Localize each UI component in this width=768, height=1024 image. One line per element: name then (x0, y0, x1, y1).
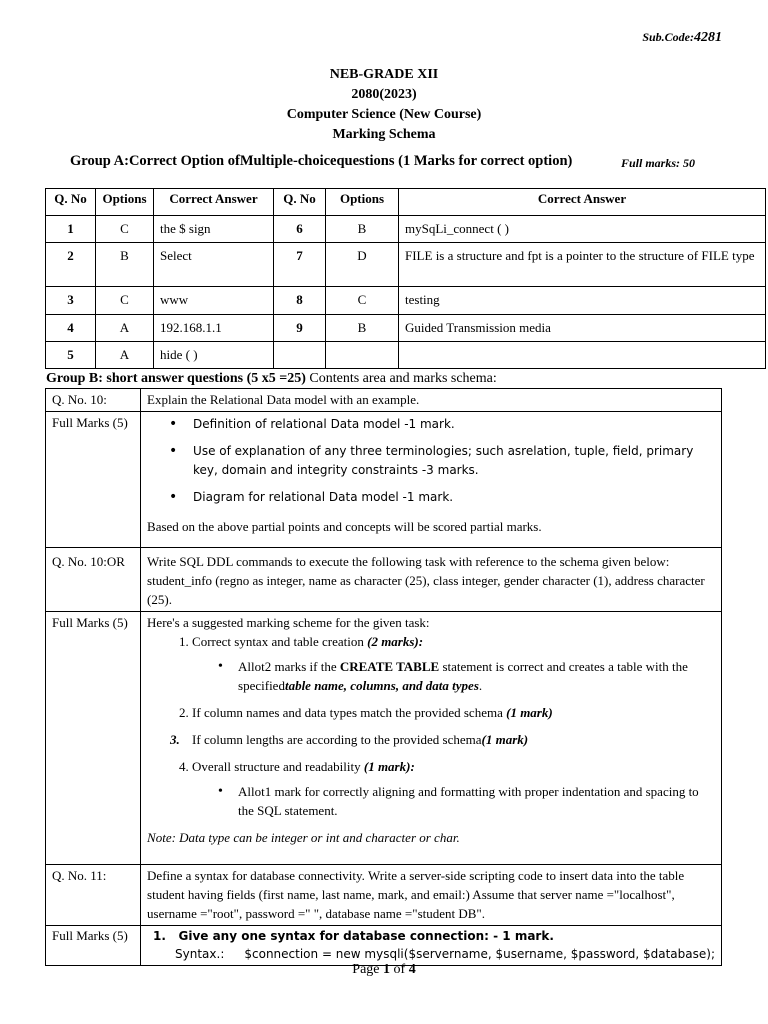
table-row (46, 243, 766, 287)
correct-answer: www (154, 287, 274, 315)
scheme-intro: Here's a suggested marking scheme for the given task: (147, 615, 430, 630)
table-row (46, 287, 766, 315)
question-number: 6 (274, 216, 326, 243)
heading-line-2: 2080(2023) (351, 87, 417, 102)
marking-scheme (141, 612, 722, 865)
option: A (96, 315, 154, 342)
marks-label: Full Marks (5) (46, 612, 141, 865)
question-number: 4 (46, 315, 96, 342)
option: B (326, 315, 399, 342)
group-b-marking-table (45, 388, 722, 966)
scheme-step: 1. Correct syntax and table creation (2 marks): • Allot2 marks if the CREATE TABLE statement is correct and creates a table with the specifiedtable name, columns, and data types. (192, 632, 715, 695)
question-number: 7 (274, 243, 326, 287)
page-number: Page 1 of 4 (352, 962, 416, 977)
column-header: Options (326, 189, 399, 216)
option (326, 342, 399, 369)
correct-answer: 192.168.1.1 (154, 315, 274, 342)
correct-answer: testing (399, 287, 766, 315)
question-number: 1 (46, 216, 96, 243)
correct-answer (399, 342, 766, 369)
heading-line-3: Computer Science (New Course) (286, 107, 482, 122)
option: A (96, 342, 154, 369)
marks-label: Full Marks (5) (46, 926, 141, 966)
table-row (46, 412, 722, 548)
syntax-item: 1. Give any one syntax for database connection: - 1 mark. (153, 929, 554, 943)
column-header: Correct Answer (154, 189, 274, 216)
question-number: 5 (46, 342, 96, 369)
question-text: Define a syntax for database connectivity. Write a server-side scripting code to insert data into the table student having fields (first name, last name, mark, and email:) Assume that server name ="localhost", username ="root", password =" ", database name ="student DB". (141, 865, 722, 926)
column-header: Options (96, 189, 154, 216)
marking-point: • Use of explanation of any three terminologies; such asrelation, tuple, field, primary key, domain and integrity constraints -3 marks. (193, 442, 715, 480)
scheme-step: 3. If column lengths are according to the provided schema(1 mark) (170, 732, 529, 747)
option: C (96, 287, 154, 315)
column-header: Q. No (274, 189, 326, 216)
heading-line-1: NEB-GRADE XII (329, 67, 439, 82)
scheme-step: 2. If column names and data types match the provided schema (1 mark) (192, 703, 715, 722)
sub-code-value: 4281 (694, 30, 722, 45)
question-text: Write SQL DDL commands to execute the following task with reference to the schema given below: student_info (regno as integer, name as character (25), class integer, gender character (1), address character (25). (141, 548, 722, 612)
correct-answer: hide ( ) (154, 342, 274, 369)
group-a-title: Group A:Correct Option ofMultiple-choicequestions (1 Marks for correct option) (70, 153, 573, 169)
table-row (46, 865, 722, 926)
document-heading (0, 65, 768, 145)
sub-code: Sub.Code:4281 (642, 30, 722, 45)
table-row (46, 342, 766, 369)
column-header: Q. No (46, 189, 96, 216)
marks-label: Full Marks (5) (46, 412, 141, 548)
question-label: Q. No. 10:OR (46, 548, 141, 612)
question-number: 2 (46, 243, 96, 287)
table-row (46, 612, 722, 865)
question-number (274, 342, 326, 369)
marking-point: • Diagram for relational Data model -1 mark. (193, 488, 715, 507)
scheme-sub-point: • Allot2 marks if the CREATE TABLE statement is correct and creates a table with the specifiedtable name, columns, and data types. (238, 657, 715, 695)
column-header: Correct Answer (399, 189, 766, 216)
correct-answer: FILE is a structure and fpt is a pointer to the structure of FILE type (399, 243, 766, 287)
option: C (326, 287, 399, 315)
group-b-title: Group B: short answer questions (5 x5 =25) Contents area and marks schema: (46, 371, 497, 386)
full-marks: Full marks: 50 (621, 156, 696, 170)
question-number: 3 (46, 287, 96, 315)
option: B (326, 216, 399, 243)
question-label: Q. No. 11: (46, 865, 141, 926)
question-number: 9 (274, 315, 326, 342)
option: D (326, 243, 399, 287)
question-text: Explain the Relational Data model with an example. (141, 389, 722, 412)
correct-answer: Guided Transmission media (399, 315, 766, 342)
table-header-row (46, 189, 766, 216)
question-label: Q. No. 10: (46, 389, 141, 412)
correct-answer: mySqLi_connect ( ) (399, 216, 766, 243)
marking-scheme (141, 412, 722, 548)
syntax-code: $connection = new mysqli($servername, $username, $password, $database); (244, 947, 715, 961)
heading-line-4: Marking Schema (332, 127, 436, 142)
partial-marks-note: Based on the above partial points and concepts will be scored partial marks. (147, 519, 542, 534)
table-row (46, 926, 722, 966)
table-row (46, 389, 722, 412)
question-number: 8 (274, 287, 326, 315)
syntax-line: Syntax.: $connection = new mysqli($servername, $username, $password, $database); (175, 947, 715, 961)
data-type-note: Note: Data type can be integer or int and character or char. (147, 830, 460, 845)
table-row (46, 315, 766, 342)
scheme-sub-point: • Allot1 mark for correctly aligning and formatting with proper indentation and spacing to the SQL statement. (238, 782, 715, 820)
marking-scheme (141, 926, 722, 966)
scheme-step: 4. Overall structure and readability (1 mark): • Allot1 mark for correctly aligning and formatting with proper indentation and spacing to the SQL statement. (192, 757, 715, 820)
table-row (46, 548, 722, 612)
correct-answer: the $ sign (154, 216, 274, 243)
group-a-answer-table (45, 188, 766, 369)
option: C (96, 216, 154, 243)
marking-point: • Definition of relational Data model -1 mark. (193, 415, 715, 434)
table-row (46, 216, 766, 243)
option: B (96, 243, 154, 287)
correct-answer: Select (154, 243, 274, 287)
